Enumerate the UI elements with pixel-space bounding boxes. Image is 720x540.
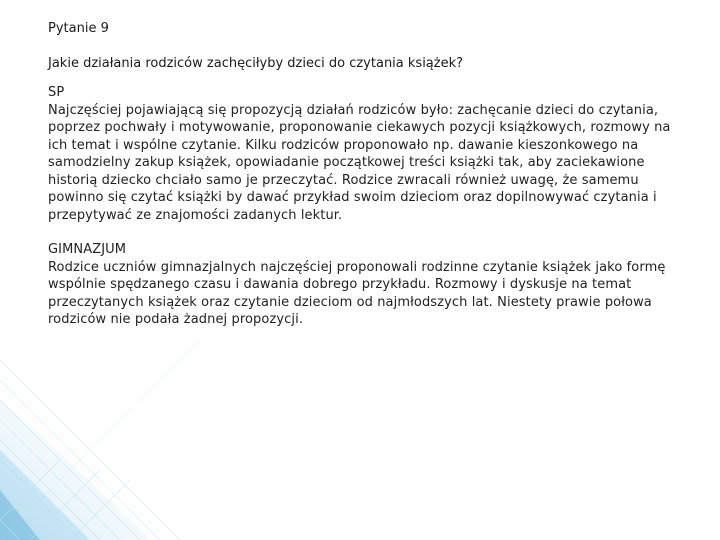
corner-pattern [0,340,200,540]
question-number: Pytanie 9 [48,21,109,36]
corner-decoration [0,340,250,540]
section-gimnazjum [48,241,678,329]
section-label: SP [48,85,65,100]
section-body: Rodzice uczniów gimnazjalnych najczęściej proponowali rodzinne czytanie książek jako formę wspólnie spędzanego czasu i dawania dobrego przykładu. Rozmowy i dyskusje na temat przeczytanych książek oraz czytanie dzieciom od najmłodszych lat. Niestety prawie połowa rodziców nie podała żadnej propozycji. [48,259,666,327]
content-area [48,20,678,346]
section-body: Najczęściej pojawiającą się propozycją działań rodziców było: zachęcanie dzieci do czytania, poprzez pochwały i motywowanie, proponowanie ciekawych pozycji książkowych, rozmowy na ich temat i wspólne czytanie. Kilku rodziców proponowało np. dawanie kieszonkowego na samodzielny zakup książek, opowiadanie początkowej treści książki tak, aby zaciekawione historią dziecko chciało samo je przeczytać. Rodzice zwracali również uwagę, że samemu powinno się czytać książki by dawać przykład swoim dzieciom oraz dopilnowywać czytania i przepytywać ze znajomości zadanych lektur. [48,102,671,223]
question-text: Jakie działania rodziców zachęciłyby dzieci do czytania książek? [48,56,464,71]
section-label: GIMNAZJUM [48,242,127,257]
section-sp [48,84,678,224]
